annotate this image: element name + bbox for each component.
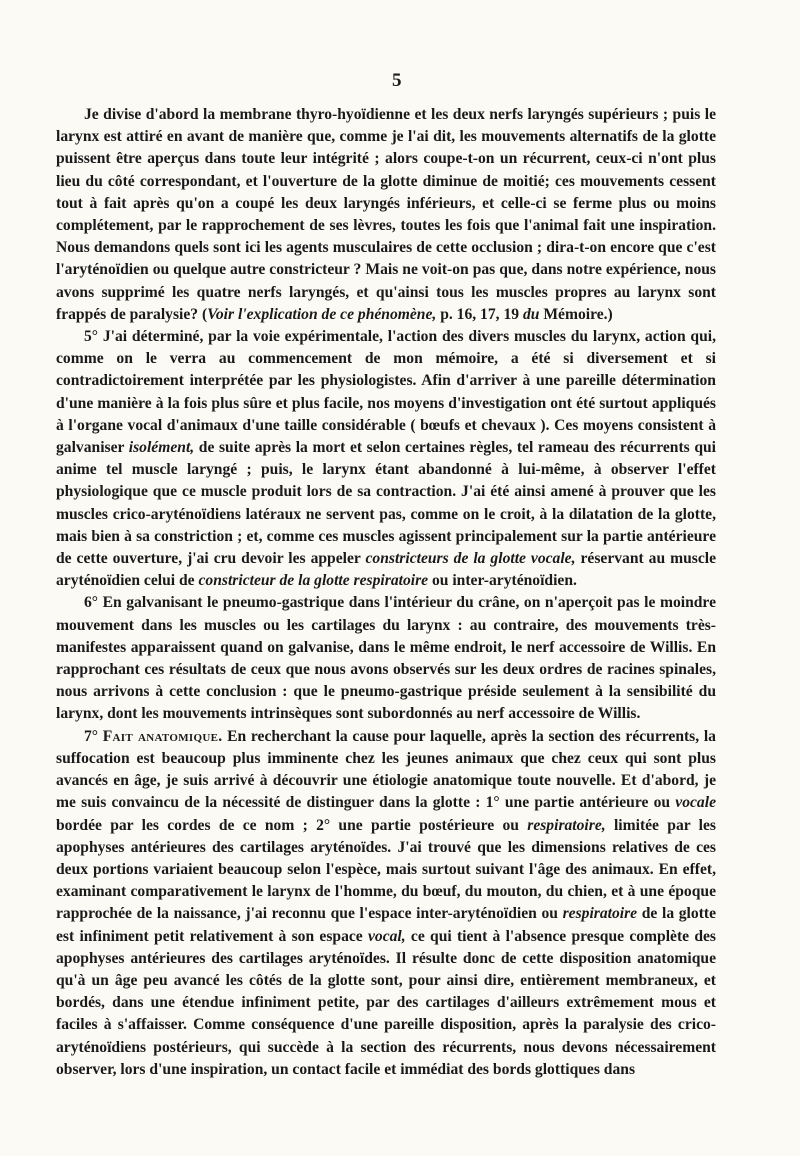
- italic-text: respiratoire,: [527, 816, 606, 834]
- text-segment: ou inter-aryténoïdien.: [428, 572, 577, 590]
- text-segment: ce qui tient à l'absence presque complète des apophyses antérieures des cartilages aryténoïdes. Il résulte donc de cette disposition anatomique qu'à un âge peu avancé les côtés de la glotte sont, pour ainsi dire, entièrement membraneux, et bordés, dans une étendue infiniment petite, par des cartilages d'ailleurs extrêmement mous et faciles à s'affaisser. Comme conséquence d'une pareille disposition, après la paralysie des crico-aryténoïdiens postérieurs, qui succède à la section des récurrents, nous devons nécessairement observer, lors d'une inspiration, un contact facile et immédiat des bords glottiques dans: [56, 927, 716, 1078]
- text-segment: Je divise d'abord la membrane thyro-hyoïdienne et les deux nerfs laryngés supérieurs ; puis le larynx est attiré en avant de manière que, comme je l'ai dit, les mouvements alternatifs de la glotte puissent être aperçus dans toute leur intégrité ; alors coupe-t-on un récurrent, ceux-ci n'ont plus lieu du côté correspondant, et l'ouverture de la glotte diminue de moitié; ces mouvements cessent tout à fait après qu'on a coupé les deux laryngés inférieurs, et celle-ci se ferme plus ou moins complétement, par le rapprochement de ses lèvres, toutes les fois que l'animal fait une inspiration. Nous demandons quels sont ici les agents musculaires de cette occlusion ; dira-t-on encore que c'est l'aryténoïdien ou quelque autre constricteur ? Mais ne voit-on pas que, dans notre expérience, nous avons supprimé les quatre nerfs laryngés, et qu'ainsi tous les muscles propres au larynx sont frappés de paralysie? (: [56, 106, 716, 323]
- text-segment: bordée par les cordes de ce nom ; 2° une partie postérieure ou: [56, 816, 528, 834]
- page-number: 5: [392, 70, 402, 91]
- text-segment: p. 16, 17, 19: [436, 305, 523, 323]
- text-segment: En recherchant la cause pour laquelle, après la section des récurrents, la suffocation est beaucoup plus imminente chez les jeunes animaux que chez ceux qui sont plus avancés en âge, je suis arrivé à découvrir une étiologie anatomique toute nouvelle. Et d'abord, je me suis convaincu de la nécessité de distinguer dans la glotte : 1° une partie antérieure ou: [56, 727, 716, 812]
- italic-text: Voir l'explication de ce phénomène,: [207, 305, 437, 323]
- text-segment: 5° J'ai déterminé, par la voie expérimentale, l'action des divers muscles du larynx, action qui, comme on le verra au commencement de mon mémoire, a été si diversement et si contradictoirement interprétée par les physiologistes. Afin d'arriver à une pareille détermination d'une manière à la fois plus sûre et plus facile, nos moyens d'investigation ont été surtout appliqués à l'organe vocal d'animaux d'une taille considérable ( bœufs et chevaux ). Ces moyens consistent à galvaniser: [56, 328, 716, 457]
- text-segment: 6° En galvanisant le pneumo-gastrique dans l'intérieur du crâne, on n'aperçoit pas le moindre mouvement dans les muscles ou les cartilages du larynx : au contraire, des mouvements très-manifestes apparaissent quand on galvanise, dans le même endroit, le nerf accessoire de Willis. En rapprochant ces résultats de ceux que nous avons observés sur les deux ordres de racines spinales, nous arrivons à cette conclusion : que le pneumo-gastrique préside seulement à la sensibilité du larynx, dont les mouvements intrinsèques sont subordonnés au nerf accessoire de Willis.: [56, 594, 716, 723]
- italic-text: constricteur de la glotte respiratoire: [198, 572, 429, 590]
- text-segment: réservant au muscle aryténoïdien celui de: [56, 550, 716, 590]
- text-segment: 7°: [84, 727, 103, 745]
- section-heading: Fait anatomique.: [102, 727, 223, 745]
- italic-text: du: [522, 305, 540, 323]
- italic-text: vocale: [675, 794, 716, 812]
- text-segment: de la glotte est infiniment petit relativement à son espace: [56, 905, 716, 945]
- italic-text: vocal,: [367, 927, 406, 945]
- paragraph: [56, 326, 716, 592]
- paragraph: [56, 104, 716, 326]
- italic-text: respiratoire: [562, 905, 638, 923]
- italic-text: constricteurs de la glotte vocale,: [365, 550, 576, 568]
- paragraph: [56, 592, 716, 725]
- italic-text: isolément,: [128, 439, 195, 457]
- body-text: [56, 104, 716, 1081]
- text-segment: Mémoire.): [539, 305, 613, 323]
- text-segment: limitée par les apophyses antérieures des cartilages aryténoïdes. J'ai trouvé que les dimensions relatives de ces deux portions variaient beaucoup selon l'espèce, mais surtout suivant l'âge des animaux. En effet, examinant comparativement le larynx de l'homme, du bœuf, du mouton, du chien, et à une époque rapprochée de la naissance, j'ai reconnu que l'espace inter-aryténoïdien ou: [56, 816, 716, 923]
- text-segment: de suite après la mort et selon certaines règles, tel rameau des récurrents qui anime tel muscle laryngé ; puis, le larynx étant abandonné à lui-même, à observer l'effet physiologique que ce muscle produit lors de sa contraction. J'ai été ainsi amené à prouver que les muscles crico-aryténoïdiens latéraux ne servent pas, comme on le croit, à la dilatation de la glotte, mais bien à sa constriction ; et, comme ces muscles agissent principalement sur la partie antérieure de cette ouverture, j'ai cru devoir les appeler: [56, 439, 716, 568]
- paragraph: [56, 726, 716, 1081]
